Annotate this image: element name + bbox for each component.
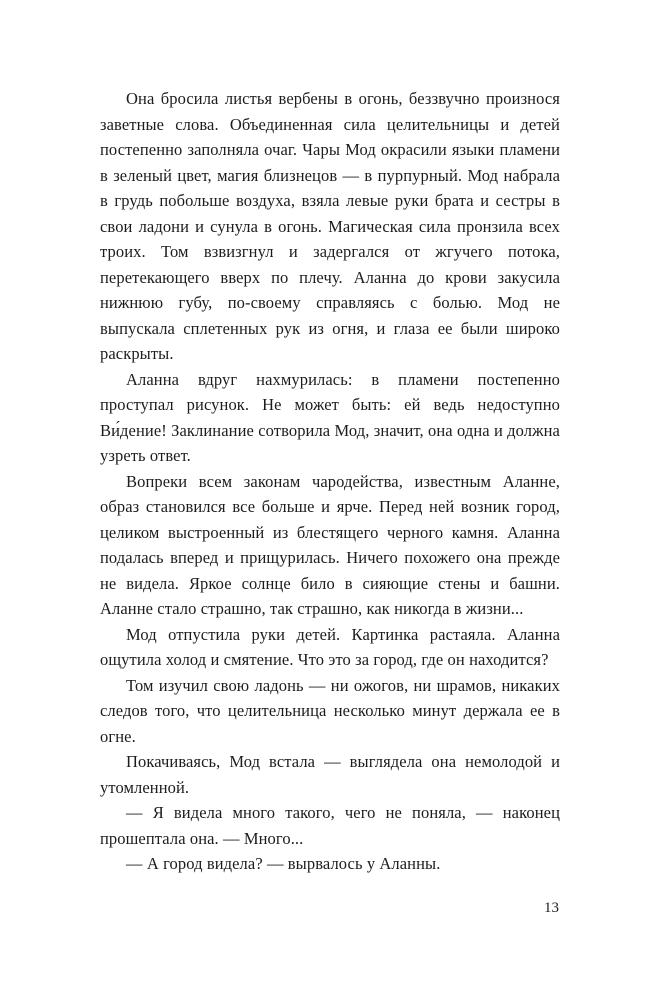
paragraph: Аланна вдруг нахмурилась: в пламени постепенно проступал рисунок. Не может быть: ей ведь недоступно Ви́дение! Заклинание сотворила Мод, значит, она одна и должна узреть ответ.	[100, 369, 560, 465]
paragraph: Мод отпустила руки детей. Картинка растаяла. Аланна ощутила холод и смятение. Что это за город, где он находится?	[100, 624, 560, 669]
paragraph: Покачиваясь, Мод встала — выглядела она немолодой и утомленной.	[100, 752, 560, 797]
paragraph: — Я видела много такого, чего не поняла, — наконец прошептала она. — Много...	[100, 803, 560, 848]
paragraph: Она бросила листья вербены в огонь, беззвучно произнося заветные слова. Объединенная сила целительницы и детей постепенно заполняла очаг. Чары Мод окрасили языки пламени в зеленый цвет, магия близнецов — в пурпурный. Мод набрала в грудь побольше воздуха, взяла левые руки брата и сестры в свои ладони и сунула в огонь. Магическая сила пронзила всех троих. Том взвизгнул и задергался от жгучего потока, перетекающего вверх по плечу. Аланна до крови закусила нижнюю губу, по-своему справляясь с болью. Мод не выпускала сплетенных рук из огня, и глаза ее были широко раскрыты.	[100, 89, 560, 363]
paragraph: Том изучил свою ладонь — ни ожогов, ни шрамов, никаких следов того, что целительница несколько минут держала ее в огне.	[100, 675, 560, 746]
paragraph: — А город видела? — вырвалось у Аланны.	[126, 854, 441, 873]
paragraph: Вопреки всем законам чародейства, известным Аланне, образ становился все больше и ярче. Перед ней возник город, целиком выстроенный из блестящего черного камня. Аланна подалась вперед и прищурилась. Ничего похожего она прежде не видела. Яркое солнце било в сияющие стены и башни. Аланне стало страшно, так страшно, как никогда в жизни...	[100, 471, 560, 618]
page-number: 13	[544, 900, 559, 916]
page-text	[100, 86, 560, 877]
